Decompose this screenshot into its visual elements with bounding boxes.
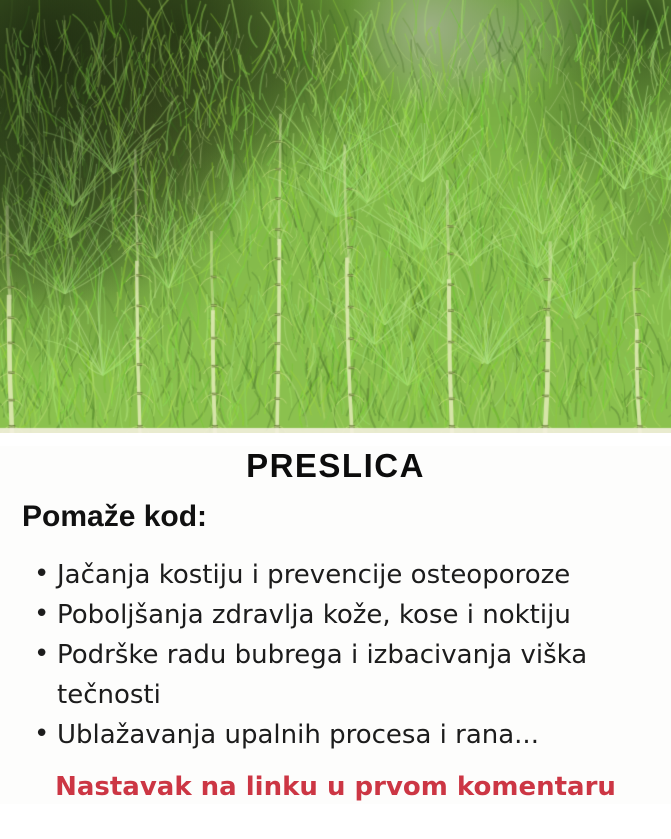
footer-note: Nastavak na linku u prvom komentaru xyxy=(55,772,616,802)
bullet-icon: • xyxy=(34,559,50,589)
bullet-icon: • xyxy=(34,599,50,629)
benefits-heading: Pomaže kod: xyxy=(22,500,208,533)
benefits-list xyxy=(0,555,671,755)
benefit-text: Podrške radu bubrega i izbacivanja viška tečnosti xyxy=(57,640,588,710)
caption-section xyxy=(0,446,671,804)
bullet-icon: • xyxy=(34,719,50,749)
list-item xyxy=(34,635,661,715)
benefit-text: Poboljšanja zdravlja kože, kose i noktiju xyxy=(57,600,571,630)
benefit-text: Ublažavanja upalnih procesa i rana... xyxy=(57,720,539,750)
bullet-icon: • xyxy=(34,639,50,669)
list-item xyxy=(34,555,661,595)
list-item xyxy=(34,595,661,635)
page-title: PRESLICA xyxy=(246,447,425,484)
list-item xyxy=(34,715,661,755)
benefit-text: Jačanja kostiju i prevencije osteoporoze xyxy=(57,560,571,590)
